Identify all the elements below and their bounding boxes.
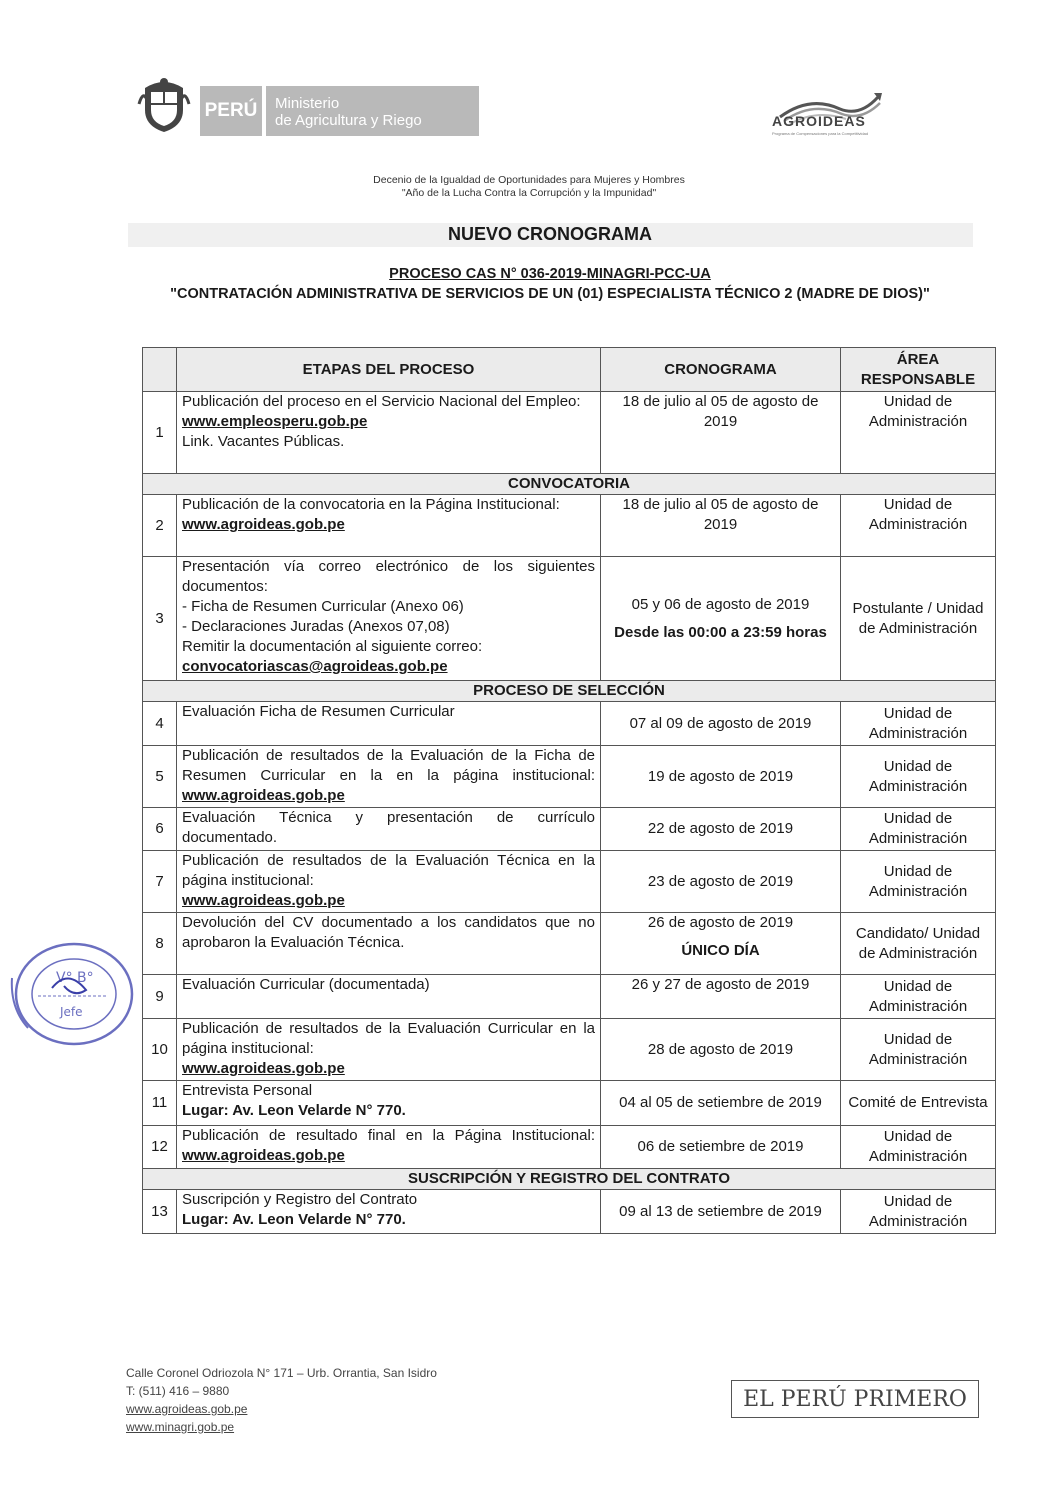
footer-web-minagri[interactable]: www.minagri.gob.pe [126, 1420, 235, 1434]
row-etapa [177, 746, 601, 808]
etapa-link[interactable]: www.empleosperu.gob.pe [182, 413, 368, 430]
table-row [143, 557, 996, 681]
section-suscripcion: SUSCRIPCIÓN Y REGISTRO DEL CONTRATO [143, 1169, 996, 1190]
table-row [143, 495, 996, 557]
etapa-text: Publicación de la convocatoria en la Página Institucional: [182, 496, 560, 513]
row-cronograma: 19 de agosto de 2019 [601, 746, 841, 808]
peru-label: PERÚ [204, 100, 258, 121]
header-num [143, 348, 177, 392]
row-area: Comité de Entrevista [841, 1081, 996, 1126]
row-area: Unidad de Administración [841, 746, 996, 808]
row-area: Unidad de Administración [841, 975, 996, 1019]
footer-phone: T: (511) 416 – 9880 [126, 1384, 230, 1398]
row-etapa: Evaluación Ficha de Resumen Curricular [177, 702, 601, 746]
etapa-link[interactable]: www.agroideas.gob.pe [182, 787, 345, 804]
row-area: Unidad de Administración [841, 1126, 996, 1169]
cronograma-bold: ÚNICO DÍA [681, 942, 760, 959]
etapa-lugar: Lugar: Av. Leon Velarde N° 770. [182, 1211, 406, 1228]
etapa-text: Publicación de resultado final en la Página Institucional: [182, 1127, 595, 1144]
peru-coat-of-arms-icon [137, 74, 191, 136]
row-etapa [177, 1190, 601, 1234]
section-row [143, 1169, 996, 1190]
row-cronograma: 07 al 09 de agosto de 2019 [601, 702, 841, 746]
row-etapa: Devolución del CV documentado a los candidatos que no aprobaron la Evaluación Técnica. [177, 913, 601, 975]
row-area: Unidad de Administración [841, 1190, 996, 1234]
row-num: 8 [143, 913, 177, 975]
row-num: 12 [143, 1126, 177, 1169]
document-title: NUEVO CRONOGRAMA [447, 224, 652, 244]
cronograma-bold: Desde las 00:00 a 23:59 horas [614, 623, 827, 641]
row-etapa: Evaluación Técnica y presentación de currículo documentado. [177, 808, 601, 851]
row-area: Unidad de Administración [841, 1019, 996, 1081]
etapa-text: Publicación del proceso en el Servicio Nacional del Empleo: [182, 393, 581, 410]
table-row [143, 1019, 996, 1081]
process-code: PROCESO CAS N° 036-2019-MINAGRI-PCC-UA [389, 266, 711, 282]
row-etapa [177, 557, 601, 681]
table-row [143, 702, 996, 746]
ministerio-line1: Ministerio [275, 95, 340, 112]
section-convocatoria: CONVOCATORIA [143, 474, 996, 495]
el-peru-primero-logo: EL PERÚ PRIMERO [731, 1380, 979, 1418]
row-cronograma: 26 y 27 de agosto de 2019 [601, 975, 841, 1019]
schedule-table [142, 347, 996, 1234]
etapa-link[interactable]: www.agroideas.gob.pe [182, 1147, 345, 1164]
row-cronograma: 28 de agosto de 2019 [601, 1019, 841, 1081]
section-row [143, 681, 996, 702]
row-etapa [177, 1081, 601, 1126]
footer-address: Calle Coronel Odriozola N° 171 – Urb. Orrantia, San Isidro [126, 1366, 437, 1380]
row-etapa [177, 1019, 601, 1081]
section-seleccion: PROCESO DE SELECCIÓN [143, 681, 996, 702]
table-row [143, 746, 996, 808]
etapa-text: Suscripción y Registro del Contrato [182, 1191, 418, 1208]
row-num: 2 [143, 495, 177, 557]
etapa-link[interactable]: www.agroideas.gob.pe [182, 892, 345, 909]
agroideas-wordmark: AGROIDEAS [772, 113, 866, 129]
table-row [143, 851, 996, 913]
row-cronograma: 18 de julio al 05 de agosto de 2019 [601, 392, 841, 474]
table-row [143, 808, 996, 851]
decenio-line2: "Año de la Lucha Contra la Corrupción y la Impunidad" [401, 187, 657, 199]
etapa-item1: - Ficha de Resumen Curricular (Anexo 06) [182, 598, 464, 615]
footer-contact [126, 1364, 437, 1436]
table-row [143, 1081, 996, 1126]
cronograma-text: 05 y 06 de agosto de 2019 [631, 595, 810, 613]
section-row [143, 474, 996, 495]
row-cronograma: 23 de agosto de 2019 [601, 851, 841, 913]
etapa-text: Publicación de resultados de la Evaluación de la Ficha de Resumen Curricular en la en la página institucional: [182, 747, 595, 784]
table-row [143, 1126, 996, 1169]
row-num: 9 [143, 975, 177, 1019]
etapa-text: Entrevista Personal [182, 1082, 313, 1099]
official-seal-stamp [8, 938, 136, 1050]
row-area: Unidad de Administración [841, 495, 996, 557]
row-etapa [177, 392, 601, 474]
table-row [143, 913, 996, 975]
etapa-email-link[interactable]: convocatoriascas@agroideas.gob.pe [182, 658, 448, 675]
etapa-extra: Link. Vacantes Públicas. [182, 433, 345, 450]
seal-jefe: Jefe [60, 1005, 83, 1019]
decenio-line1: Decenio de la Igualdad de Oportunidades para Mujeres y Hombres [373, 174, 685, 186]
row-cronograma: 09 al 13 de setiembre de 2019 [601, 1190, 841, 1234]
header-etapas: ETAPAS DEL PROCESO [177, 348, 601, 392]
etapa-text: Presentación vía correo electrónico de los siguientes documentos: [182, 558, 595, 595]
ministerio-line2: de Agricultura y Riego [275, 112, 422, 129]
row-etapa [177, 495, 601, 557]
header-cronograma: CRONOGRAMA [601, 348, 841, 392]
row-num: 13 [143, 1190, 177, 1234]
etapa-text: Publicación de resultados de la Evaluación Técnica en la página institucional: [182, 852, 595, 889]
row-area: Unidad de Administración [841, 808, 996, 851]
table-row [143, 975, 996, 1019]
row-num: 5 [143, 746, 177, 808]
etapa-text: Publicación de resultados de la Evaluación Curricular en la página institucional: [182, 1020, 595, 1057]
ministerio-logo-box [266, 86, 479, 136]
row-area: Candidato/ Unidad de Administración [841, 913, 996, 975]
cronograma-text: 26 de agosto de 2019 [647, 914, 794, 931]
table-header-row [143, 348, 996, 392]
row-cronograma [601, 557, 841, 681]
row-num: 1 [143, 392, 177, 474]
etapa-link[interactable]: www.agroideas.gob.pe [182, 1060, 345, 1077]
row-cronograma: 04 al 05 de setiembre de 2019 [601, 1081, 841, 1126]
row-area: Postulante / Unidad de Administración [841, 557, 996, 681]
row-cronograma: 06 de setiembre de 2019 [601, 1126, 841, 1169]
row-num: 3 [143, 557, 177, 681]
footer-web-agroideas[interactable]: www.agroideas.gob.pe [126, 1402, 248, 1416]
table-row [143, 1190, 996, 1234]
table-row [143, 392, 996, 474]
row-cronograma: 22 de agosto de 2019 [601, 808, 841, 851]
peru-logo-box [200, 86, 262, 136]
row-cronograma [601, 913, 841, 975]
row-num: 6 [143, 808, 177, 851]
row-area: Unidad de Administración [841, 702, 996, 746]
row-etapa [177, 1126, 601, 1169]
row-cronograma: 18 de julio al 05 de agosto de 2019 [601, 495, 841, 557]
process-description: "CONTRATACIÓN ADMINISTRATIVA DE SERVICIOS DE UN (01) ESPECIALISTA TÉCNICO 2 (MADRE DE DIOS)" [170, 286, 930, 302]
etapa-link[interactable]: www.agroideas.gob.pe [182, 516, 345, 533]
row-area: Unidad de Administración [841, 392, 996, 474]
header-area: ÁREA RESPONSABLE [841, 348, 996, 392]
row-num: 4 [143, 702, 177, 746]
etapa-item2: - Declaraciones Juradas (Anexos 07,08) [182, 618, 450, 635]
row-area: Unidad de Administración [841, 851, 996, 913]
row-num: 7 [143, 851, 177, 913]
etapa-item3: Remitir la documentación al siguiente correo: [182, 638, 483, 655]
decenio-heading [0, 174, 1058, 200]
row-etapa: Evaluación Curricular (documentada) [177, 975, 601, 1019]
etapa-lugar: Lugar: Av. Leon Velarde N° 770. [182, 1102, 406, 1119]
row-etapa [177, 851, 601, 913]
row-num: 11 [143, 1081, 177, 1126]
agroideas-subtitle: Programa de Compensaciones para la Competitividad [772, 131, 869, 136]
seal-vb: V° B° [56, 970, 94, 986]
row-num: 10 [143, 1019, 177, 1081]
